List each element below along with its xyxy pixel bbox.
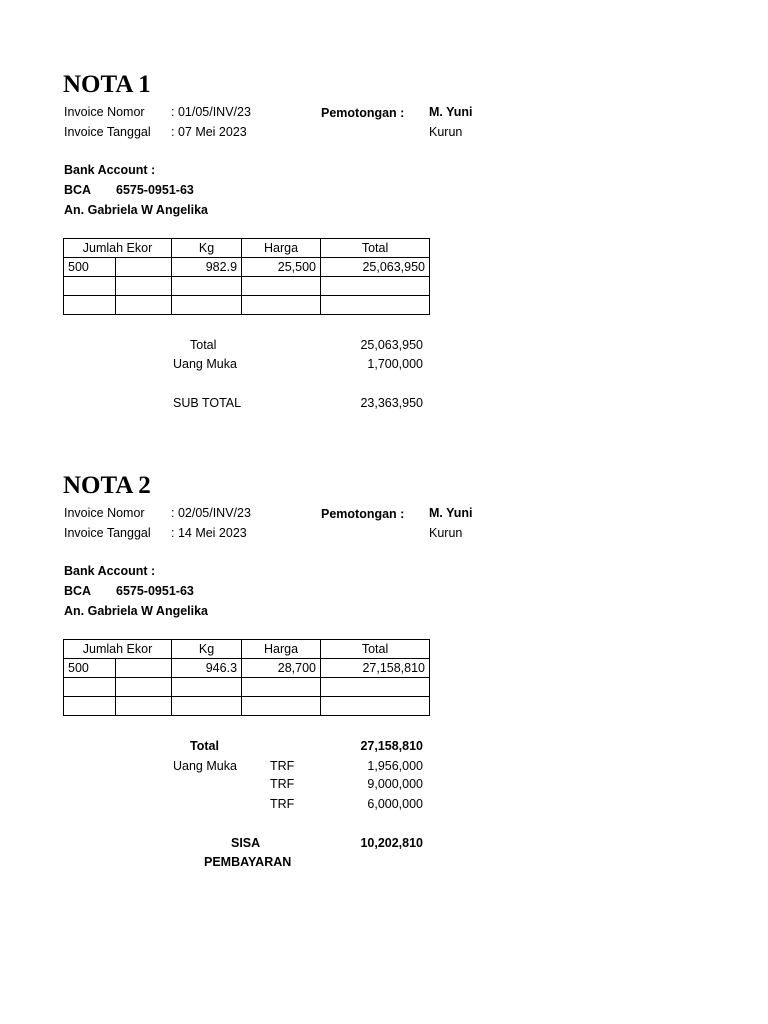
invoice-tanggal-label: Invoice Tanggal [64,526,151,540]
cell-empty [116,659,172,678]
summary-uang-muka-label: Uang Muka [173,357,237,371]
trf-label: TRF [270,759,295,773]
pemotongan-label: Pemotongan : [321,106,405,120]
header-kg: Kg [172,239,242,258]
table-row [64,258,430,277]
pemotongan-name: M. Yuni [429,105,473,119]
sisa-label: SISA [231,836,261,850]
cell-kg: 982.9 [172,258,242,277]
cell-empty [116,258,172,277]
nota-1-table [63,238,430,315]
trf-label: TRF [270,777,295,791]
trf-label: TRF [270,797,295,811]
pemotongan-place: Kurun [429,526,463,540]
table-row-empty [64,678,430,697]
invoice-nomor-value: : 02/05/INV/23 [171,506,251,520]
summary-total-value: 25,063,950 [360,338,423,352]
cell-kg: 946.3 [172,659,242,678]
invoice-tanggal-value: : 07 Mei 2023 [171,125,247,139]
table-header-row [64,239,430,258]
cell-jumlah-ekor: 500 [64,659,116,678]
account-holder: An. Gabriela W Angelika [64,604,209,618]
summary-sub-total-label: SUB TOTAL [173,396,242,410]
bank-name: BCA [64,584,92,598]
pemotongan-place: Kurun [429,125,463,139]
bank-account-label: Bank Account : [64,163,156,177]
header-jumlah-ekor: Jumlah Ekor [64,239,172,258]
account-holder: An. Gabriela W Angelika [64,203,209,217]
header-total: Total [321,239,430,258]
bank-number: 6575-0951-63 [116,183,194,197]
invoice-nomor-label: Invoice Nomor [64,506,145,520]
summary-total-label: Total [190,338,217,352]
trf-value: 6,000,000 [367,797,423,811]
cell-harga: 25,500 [242,258,321,277]
trf-value: 1,956,000 [367,759,423,773]
cell-total: 27,158,810 [321,659,430,678]
invoice-tanggal-label: Invoice Tanggal [64,125,151,139]
pembayaran-label: PEMBAYARAN [204,855,292,869]
table-row-empty [64,277,430,296]
header-harga: Harga [242,640,321,659]
nota-1-title: NOTA 1 [63,71,151,98]
cell-harga: 28,700 [242,659,321,678]
trf-value: 9,000,000 [367,777,423,791]
sisa-pembayaran-value: 10,202,810 [360,836,423,850]
cell-jumlah-ekor: 500 [64,258,116,277]
table-row [64,659,430,678]
invoice-tanggal-value: : 14 Mei 2023 [171,526,247,540]
table-row-empty [64,296,430,315]
pemotongan-name: M. Yuni [429,506,473,520]
invoice-nomor-value: : 01/05/INV/23 [171,105,251,119]
header-total: Total [321,640,430,659]
nota-2-title: NOTA 2 [63,472,151,499]
header-kg: Kg [172,640,242,659]
pemotongan-label: Pemotongan : [321,507,405,521]
summary-sub-total-value: 23,363,950 [360,396,423,410]
summary-uang-muka-label: Uang Muka [173,759,237,773]
table-header-row [64,640,430,659]
header-harga: Harga [242,239,321,258]
header-jumlah-ekor: Jumlah Ekor [64,640,172,659]
invoice-nomor-label: Invoice Nomor [64,105,145,119]
bank-name: BCA [64,183,92,197]
table-row-empty [64,697,430,716]
summary-total-value: 27,158,810 [360,739,423,753]
bank-number: 6575-0951-63 [116,584,194,598]
summary-total-label: Total [190,739,219,753]
summary-uang-muka-value: 1,700,000 [367,357,423,371]
cell-total: 25,063,950 [321,258,430,277]
nota-2-table [63,639,430,716]
bank-account-label: Bank Account : [64,564,156,578]
